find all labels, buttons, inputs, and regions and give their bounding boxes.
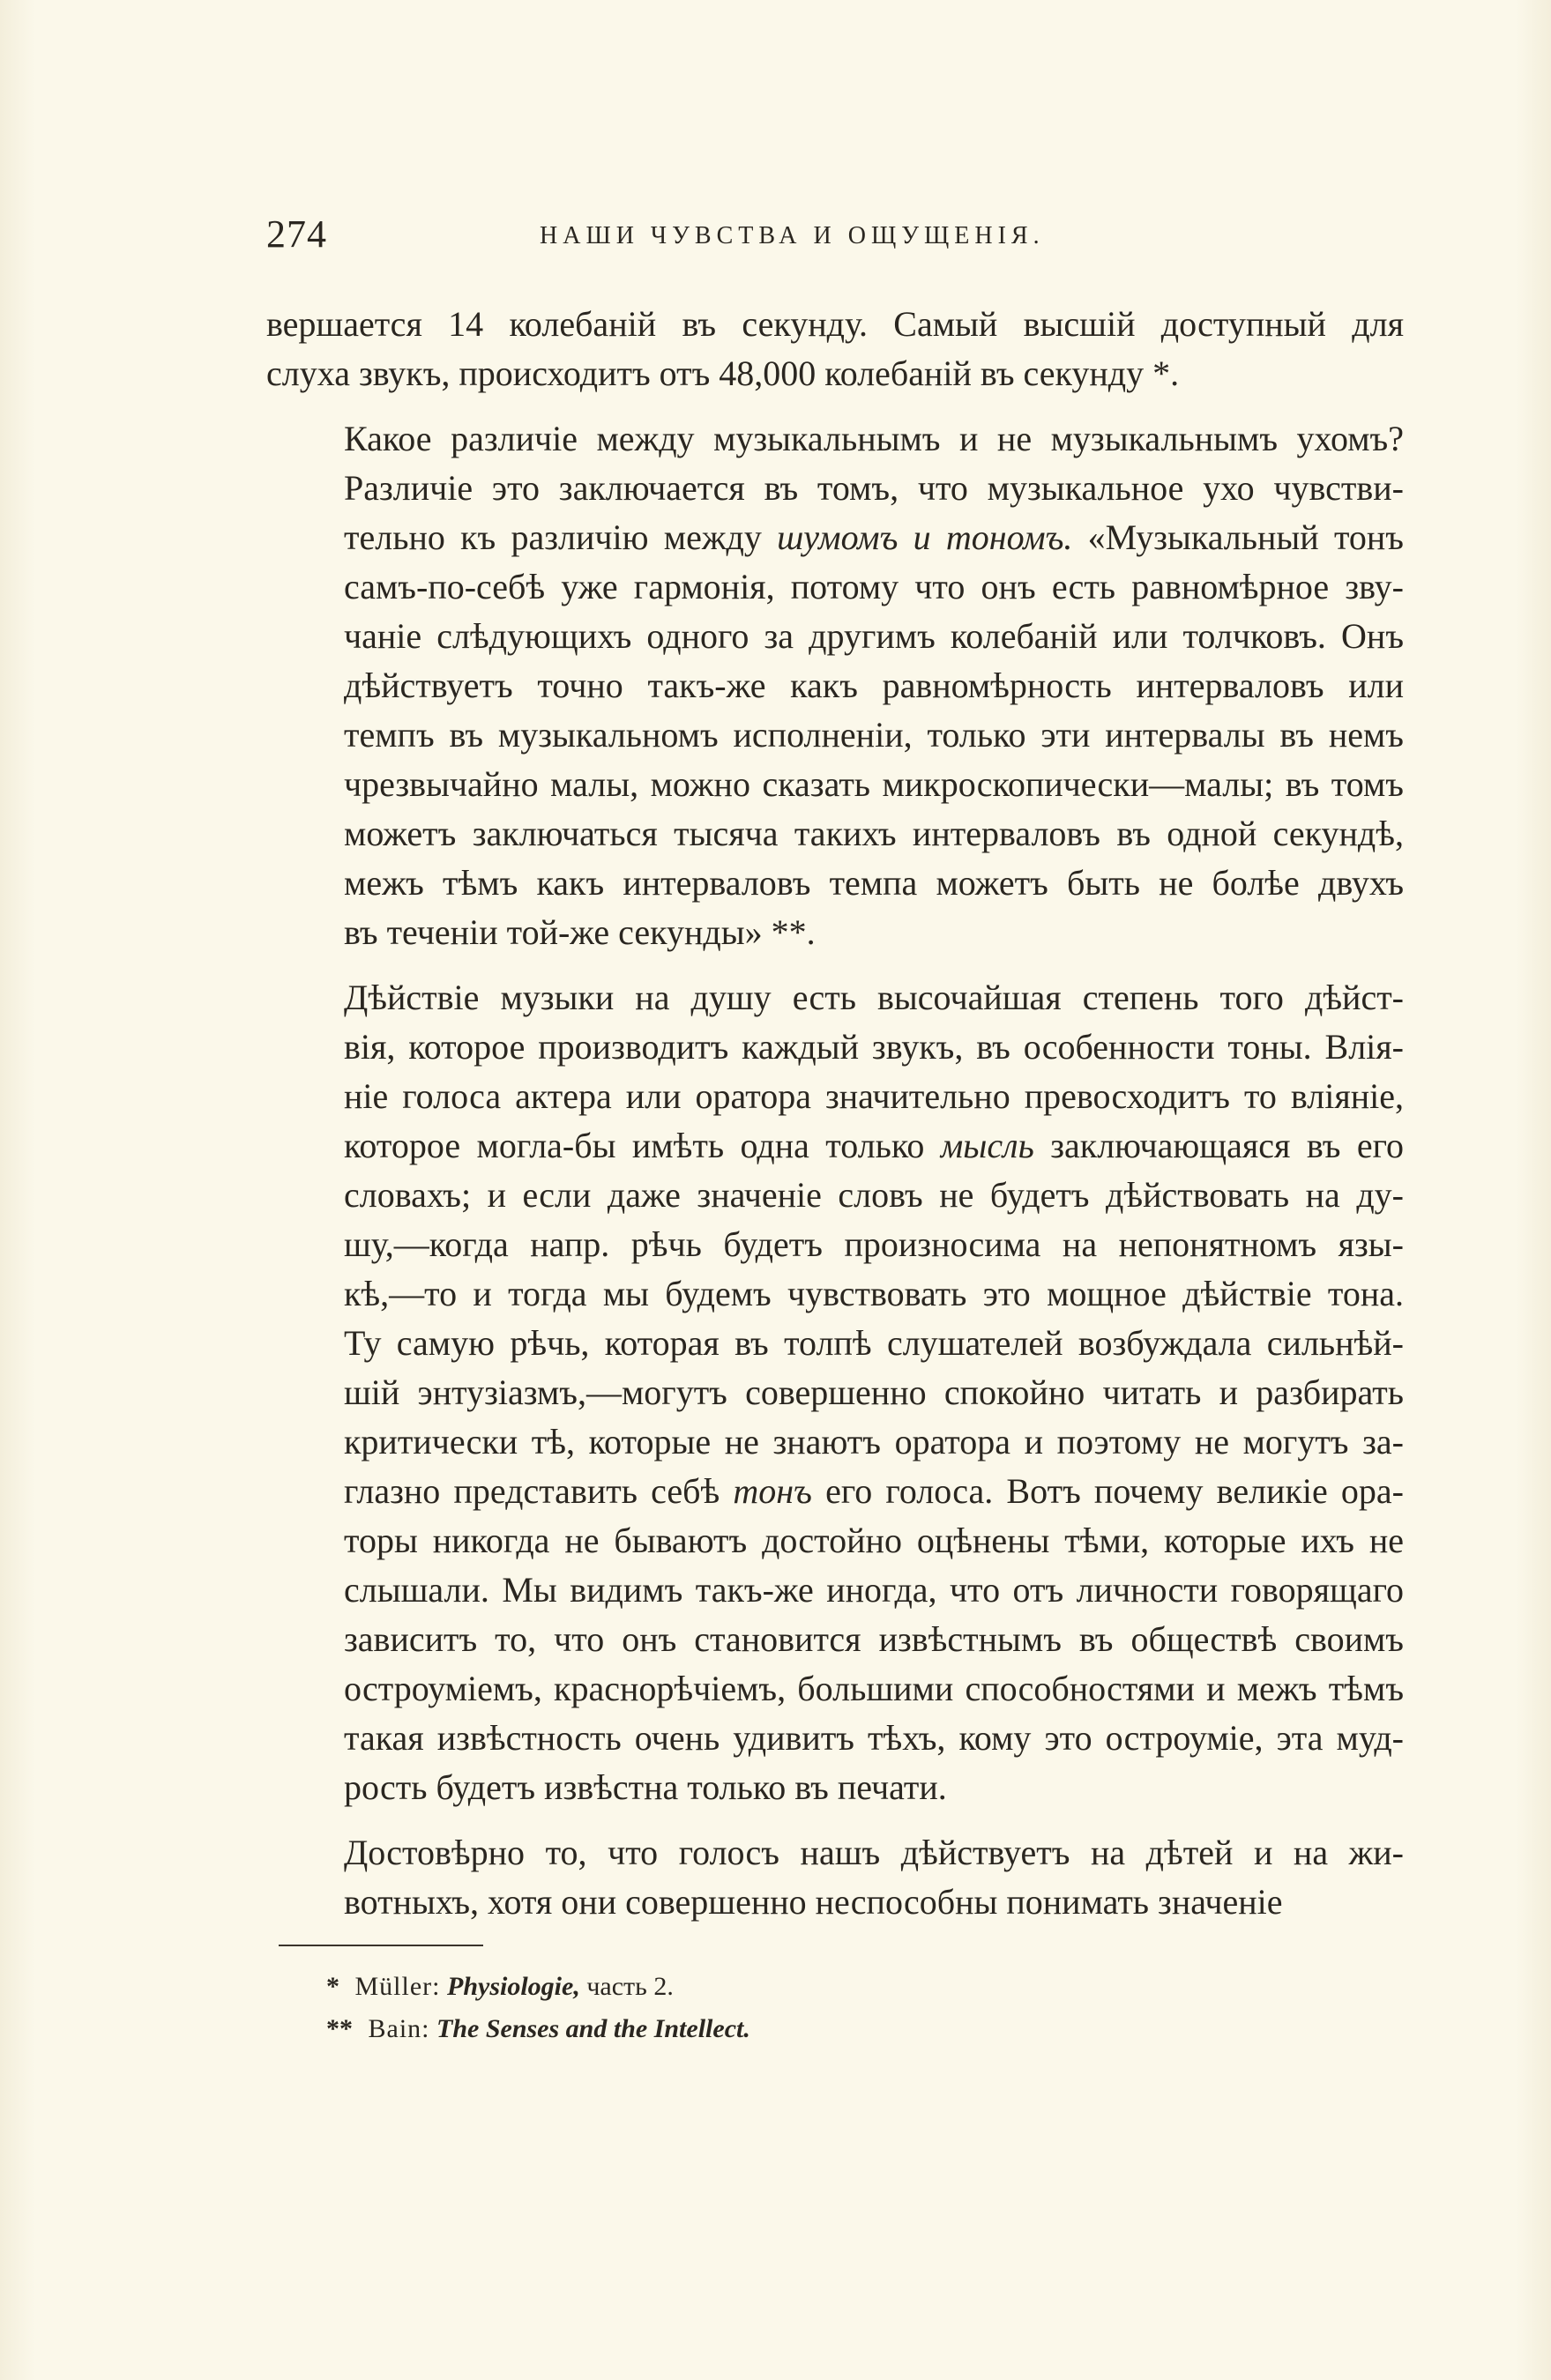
text-line: тельно къ различію между шумомъ и тономъ. «Музыкальный тонъ bbox=[344, 517, 1404, 557]
footnote-1-work: Physiologie, bbox=[447, 1972, 580, 2001]
footnotes bbox=[326, 1966, 1120, 2050]
text-line: вія, которое производитъ каждый звукъ, въ особенности тоны. Влія- bbox=[344, 1027, 1404, 1067]
paragraph bbox=[266, 414, 1404, 957]
text-line: межъ тѣмъ какъ интерваловъ темпа можетъ быть не болѣе двухъ bbox=[344, 863, 1404, 903]
footnote-2-mark: ** bbox=[326, 2014, 353, 2043]
text-line: слышали. Мы видимъ такъ-же иногда, что отъ личности говорящаго bbox=[344, 1570, 1404, 1610]
page-number: 274 bbox=[266, 212, 327, 256]
body-text bbox=[266, 300, 1404, 1927]
text-line: такая извѣстность очень удивитъ тѣхъ, кому это остроуміе, эта муд- bbox=[344, 1718, 1404, 1758]
text-line: рость будетъ извѣстна только въ печати. bbox=[344, 1767, 947, 1807]
text-line: самъ-по-себѣ уже гармонія, потому что онъ есть равномѣрное зву- bbox=[344, 567, 1404, 606]
footnote-1-rest: часть 2. bbox=[586, 1972, 674, 2001]
footnote-2-work: The Senses and the Intellect. bbox=[436, 2014, 750, 2043]
text-line: въ теченіи той-же секунды» **. bbox=[344, 912, 816, 952]
text-line: зависитъ то, что онъ становится извѣстнымъ въ обществѣ своимъ bbox=[344, 1619, 1404, 1659]
emphasis: тонъ bbox=[733, 1471, 812, 1511]
text-line: можетъ заключаться тысяча такихъ интерваловъ въ одной секундѣ, bbox=[344, 814, 1404, 853]
text-line: критически тѣ, которые не знаютъ оратора и поэтому не могутъ за- bbox=[344, 1422, 1404, 1461]
footnote-divider bbox=[279, 1945, 483, 1946]
text-line: чрезвычайно малы, можно сказать микроскопически—малы; въ томъ bbox=[344, 764, 1404, 804]
text-line: вершается 14 колебаній въ секунду. Самый высшій доступный для bbox=[266, 304, 1404, 344]
text-line: которое могла-бы имѣть одна только мысль заключающаяся въ его bbox=[344, 1126, 1404, 1165]
text-line: Какое различіе между музыкальнымъ и не музыкальнымъ ухомъ? bbox=[344, 419, 1404, 458]
footnote-2 bbox=[326, 2008, 1120, 2050]
text-line: Различіе это заключается въ томъ, что музыкальное ухо чувстви- bbox=[344, 468, 1404, 508]
text-line: остроуміемъ, краснорѣчіемъ, большими способностями и межъ тѣмъ bbox=[344, 1669, 1404, 1708]
paragraph bbox=[266, 973, 1404, 1812]
text-line: Достовѣрно то, что голосъ нашъ дѣйствуетъ на дѣтей и на жи- bbox=[344, 1833, 1404, 1872]
text-line: Дѣйствіе музыки на душу есть высочайшая степень того дѣйст- bbox=[344, 978, 1404, 1017]
text-line: словахъ; и если даже значеніе словъ не будетъ дѣйствовать на ду- bbox=[344, 1175, 1404, 1215]
text-line: торы никогда не бываютъ достойно оцѣнены тѣми, которые ихъ не bbox=[344, 1521, 1404, 1560]
text-line: глазно представить себѣ тонъ его голоса. Вотъ почему великіе ора- bbox=[344, 1471, 1404, 1511]
text-line: дѣйствуетъ точно такъ-же какъ равномѣрность интерваловъ или bbox=[344, 666, 1404, 705]
text-line: темпъ въ музыкальномъ исполненіи, только эти интервалы въ немъ bbox=[344, 715, 1404, 755]
text-line: вотныхъ, хотя они совершенно неспособны понимать значеніе bbox=[344, 1882, 1283, 1922]
paragraph bbox=[266, 300, 1404, 398]
text-line: шу,—когда напр. рѣчь будетъ произносима на непонятномъ язы- bbox=[344, 1224, 1404, 1264]
text-line: Ту самую рѣчь, которая въ толпѣ слушателей возбуждала сильнѣй- bbox=[344, 1323, 1404, 1363]
text-line: кѣ,—то и тогда мы будемъ чувствовать это мощное дѣйствіе тона. bbox=[344, 1274, 1404, 1313]
footnote-1-author: Müller: bbox=[354, 1972, 441, 2001]
text-line: шій энтузіазмъ,—могутъ совершенно спокойно читать и разбирать bbox=[344, 1372, 1404, 1412]
text-line: чаніе слѣдующихъ одного за другимъ колебаній или толчковъ. Онъ bbox=[344, 616, 1404, 656]
running-title: НАШИ ЧУВСТВА И ОЩУЩЕНІЯ. bbox=[540, 222, 1045, 249]
page-header bbox=[266, 212, 1404, 264]
text-line: слуха звукъ, происходитъ отъ 48,000 колебаній въ секунду *. bbox=[266, 353, 1180, 393]
footnote-1-mark: * bbox=[326, 1972, 339, 2001]
paragraph bbox=[266, 1828, 1404, 1927]
emphasis: мысль bbox=[940, 1126, 1034, 1165]
footnote-1 bbox=[326, 1966, 1120, 2008]
footnote-2-author: Bain: bbox=[368, 2014, 430, 2043]
text-line: ніе голоса актера или оратора значительно превосходитъ то вліяніе, bbox=[344, 1076, 1404, 1116]
emphasis: шумомъ и тономъ. bbox=[777, 517, 1073, 557]
